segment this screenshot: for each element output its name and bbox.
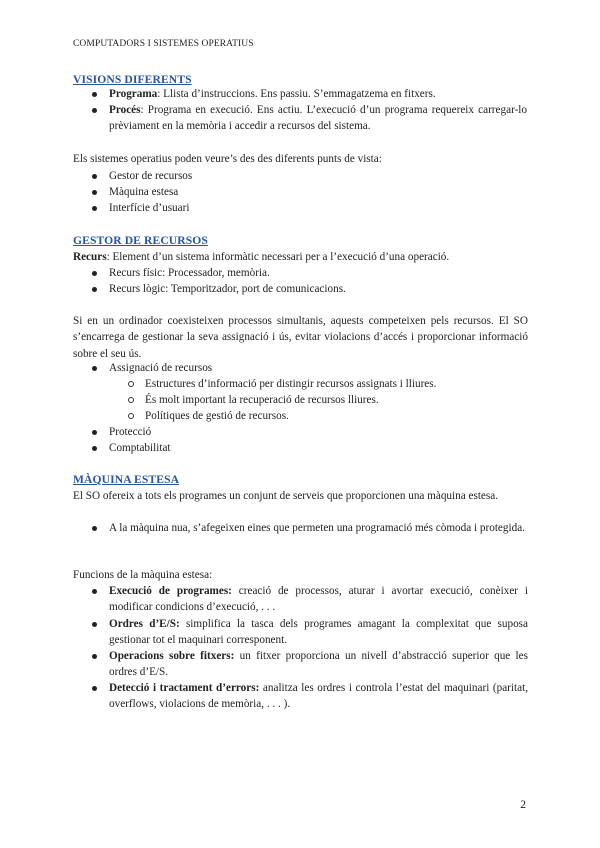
circle-bullet-icon bbox=[128, 397, 134, 403]
protect-item: Protecció bbox=[109, 426, 152, 438]
heading-maquina: MÀQUINA ESTESA bbox=[73, 473, 180, 486]
bullet-icon bbox=[92, 271, 97, 276]
bullet-icon bbox=[92, 622, 97, 627]
sub-item: Polítiques de gestió de recursos. bbox=[145, 410, 289, 422]
account-item: Comptabilitat bbox=[109, 442, 171, 454]
circle-bullet-icon bbox=[128, 381, 134, 387]
list-item-proces: Procés: Programa en execució. Ens actiu. L’execució d’un programa requereix carregar-lo prèviament en la memòria i accedir a recursos del sistema. bbox=[109, 104, 527, 133]
running-header: COMPUTADORS I SISTEMES OPERATIUS bbox=[73, 39, 254, 49]
bullet-icon bbox=[92, 366, 97, 371]
recurs-definition: Recurs: Element d’un sistema informàtic necessari per a l’execució d’una operació. bbox=[73, 251, 450, 263]
bullet-icon bbox=[92, 589, 97, 594]
funcs-intro: Funcions de la màquina estesa: bbox=[73, 569, 213, 581]
view-item: Interfície d’usuari bbox=[109, 202, 190, 214]
bullet-icon bbox=[92, 206, 97, 211]
bullet-icon bbox=[92, 190, 97, 195]
recurs-item: Recurs físic: Processador, memòria. bbox=[109, 267, 270, 279]
bullet-icon bbox=[92, 287, 97, 292]
sub-item: És molt important la recuperació de recursos lliures. bbox=[145, 394, 379, 406]
view-item: Gestor de recursos bbox=[109, 170, 193, 182]
bullet-icon bbox=[92, 446, 97, 451]
bullet-icon bbox=[92, 174, 97, 179]
bullet-icon bbox=[92, 654, 97, 659]
func-errors: Detecció i tractament d’errors: analitza les ordres i controla l’estat del maquinari (paritat, overflows, violacions de memòria, . . . ). bbox=[109, 682, 528, 711]
bullet-icon bbox=[92, 430, 97, 435]
recurs-item: Recurs lògic: Temporitzador, port de comunicacions. bbox=[109, 283, 346, 295]
func-ordres: Ordres d’E/S: simplifica la tasca dels programes amagant la complexitat que suposa gestionar tot el maquinari corresponent. bbox=[109, 618, 528, 647]
heading-visions: VISIONS DIFERENTS bbox=[73, 73, 192, 86]
maquina-bullet: A la màquina nua, s’afegeixen eines que permeten una programació més còmoda i protegida. bbox=[109, 522, 525, 534]
func-execucio: Execució de programes: creació de processos, aturar i avortar execució, conèixer i modificar condicions d’execució, . . . bbox=[109, 585, 528, 614]
sub-item: Estructures d’informació per distingir recursos assignats i lliures. bbox=[145, 378, 437, 390]
page-number: 2 bbox=[520, 799, 526, 811]
bullet-icon bbox=[92, 92, 97, 97]
view-item: Màquina estesa bbox=[109, 186, 179, 198]
func-fitxers: Operacions sobre fitxers: un fitxer proporciona un nivell d’abstracció superior que les ordres d’E/S. bbox=[109, 650, 528, 679]
bullet-icon bbox=[92, 686, 97, 691]
gestor-paragraph: Si en un ordinador coexisteixen processos simultanis, aquests competeixen pels recursos. El SO s’encarrega de gestionar la seva assignació i ús, evitar violacions d’accés i proporcionar informació sobre el seu ús. bbox=[73, 315, 528, 360]
views-intro: Els sistemes operatius poden veure’s des des diferents punts de vista: bbox=[73, 153, 382, 165]
bullet-icon bbox=[92, 526, 97, 531]
circle-bullet-icon bbox=[128, 413, 134, 419]
bullet-icon bbox=[92, 108, 97, 113]
assign-item: Assignació de recursos bbox=[109, 362, 213, 374]
heading-gestor: GESTOR DE RECURSOS bbox=[73, 234, 208, 247]
list-item-programa: Programa: Llista d’instruccions. Ens passiu. S’emmagatzema en fitxers. bbox=[109, 88, 436, 100]
maquina-paragraph: El SO ofereix a tots els programes un conjunt de serveis que proporcionen una màquina estesa. bbox=[73, 490, 499, 502]
